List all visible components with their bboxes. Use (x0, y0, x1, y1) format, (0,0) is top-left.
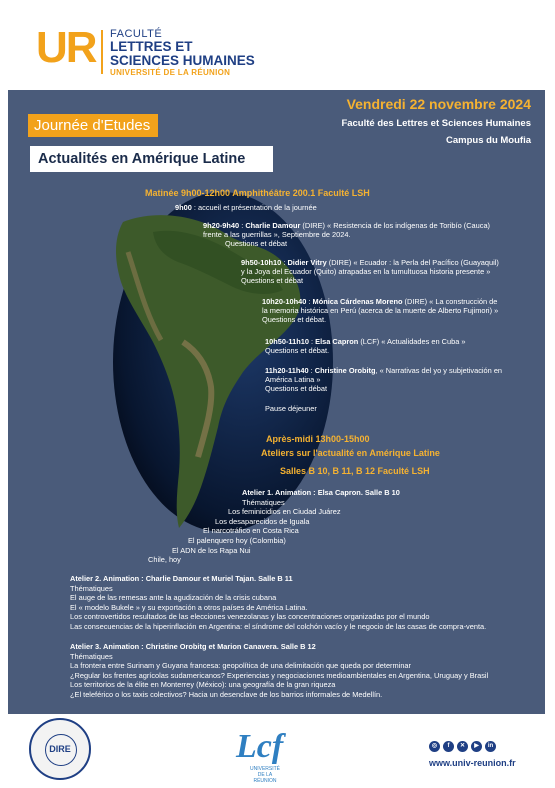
x-icon[interactable]: ✕ (457, 741, 468, 752)
lcf-university: UNIVERSITÉ DE LA RÉUNION (250, 766, 281, 784)
item-speaker: Mónica Cárdenas Moreno (312, 297, 403, 306)
lcf-logo[interactable]: Lcf (236, 728, 284, 765)
website-link[interactable]: www.univ-reunion.fr (429, 758, 516, 768)
event-title: Actualités en Amérique Latine (30, 146, 273, 172)
atelier-title: Atelier 2. Animation : Charlie Damour et Muriel Tajan. Salle B 11 (70, 574, 293, 583)
topic: Los territorios de la élite en Monterrey (México): una geografía de la gran riqueza (70, 680, 336, 690)
item-text-1: (DIRE) « La construcción de (402, 297, 498, 306)
item-text: : accueil et présentation de la journée (191, 203, 317, 212)
event-info (341, 96, 531, 146)
item-questions: Questions et débat. (262, 315, 327, 325)
item-text-1: (DIRE) « Resistencia de los indígenas de Toribío (Cauca) (300, 221, 491, 230)
item-time: 9h00 (175, 203, 192, 212)
event-venue: Faculté des Lettres et Sciences Humaines (341, 118, 531, 129)
item-time: 9h20-9h40 (203, 221, 240, 230)
topic: Los feminicidios en Ciudad Juárez (228, 507, 341, 517)
item-time: 10h50-11h10 (265, 337, 309, 346)
item-questions: Questions et débat (225, 239, 288, 249)
item-text-1: (LCF) « Actualidades en Cuba » (358, 337, 466, 346)
afternoon-rooms: Salles B 10, B 11, B 12 Faculté LSH (280, 466, 430, 476)
event-campus: Campus du Moufia (446, 135, 531, 146)
item-time: 11h20-11h40 (265, 366, 309, 375)
event-type-tag: Journée d'Etudes (28, 114, 158, 137)
linkedin-icon[interactable]: in (485, 741, 496, 752)
topic: El « modelo Bukele » y su exportación a otros países de América Latina. (70, 602, 308, 612)
item-text-2: la memoria histórica en Perú (acerca de la muerte de Alberto Fujimori) » (262, 306, 499, 316)
topic: Los controvertidos resultados de las elecciones venezolanas y las concentraciones organizadas por el mundo (70, 612, 430, 622)
lunch-break: Pause déjeuner (265, 404, 317, 413)
morning-item-cardenas: 10h20-10h40 : Mónica Cárdenas Moreno (DIRE) « La construcción de la memoria histórica en Perú (acerca de la muerte de Alberto Fujimori) » Questions et débat. (262, 297, 499, 325)
atelier-1 (148, 488, 400, 565)
topic: El narcotráfico en Costa Rica (203, 526, 299, 536)
item-questions: Questions et débat. (265, 346, 330, 356)
logo-divider (101, 30, 103, 74)
morning-item-damour: 9h20-9h40 : Charlie Damour (DIRE) « Resistencia de los indígenas de Toribío (Cauca) frente a las guerrillas », Septiembre de 2024. Questions et débat (203, 221, 491, 249)
topic: La frontera entre Surinam y Guyana francesa: geopolítica de una delimitación que queda por determinar (70, 661, 411, 671)
afternoon-heading: Après-midi 13h00-15h00 (266, 434, 370, 444)
faculty-line1: LETTRES ET (110, 39, 193, 54)
atelier-title: Atelier 3. Animation : Christine Orobitg et Marion Canavera. Salle B 12 (70, 642, 316, 651)
atelier-title: Atelier 1. Animation : Elsa Capron. Salle B 10 (242, 488, 400, 497)
topic: Chile, hoy (148, 555, 181, 565)
item-questions: Questions et débat (241, 276, 304, 286)
item-text-1: , « Narrativas del yo y subjetivación en (375, 366, 503, 375)
topic: ¿Regular los frentes agrícolas sudamericanos? Experiencias y negociaciones medioambientales en Argentina, Uruguay y Brasil (70, 670, 489, 680)
item-text-2: América Latina » (265, 375, 321, 385)
item-speaker: Charlie Damour (245, 221, 301, 230)
university-logo[interactable]: UR (36, 23, 96, 72)
topic: El palenquero hoy (Colombia) (188, 535, 286, 545)
topic: ¿El teleférico o los taxis colectivos? Hacia un desenclave de los barrios informales de Medellín. (70, 689, 383, 699)
topic: El auge de las remesas ante la agudización de la crisis cubana (70, 593, 277, 603)
instagram-icon[interactable]: ◎ (429, 741, 440, 752)
item-text-2: frente a las guerrillas », Septiembre de 2024. (203, 230, 351, 240)
atelier-2 (70, 574, 486, 632)
facebook-icon[interactable]: f (443, 741, 454, 752)
item-questions: Questions et débat (265, 384, 328, 394)
morning-item-orobitg: 11h20-11h40 : Christine Orobitg, « Narrativas del yo y subjetivación en América Latina » Questions et débat (265, 366, 503, 394)
university-name: UNIVERSITÉ DE LA RÉUNION (110, 68, 231, 77)
faculty-line2: SCIENCES HUMAINES (110, 53, 255, 68)
item-speaker: Didier Vitry (287, 258, 327, 267)
topics-label: Thématiques (70, 651, 113, 661)
youtube-icon[interactable]: ▶ (471, 741, 482, 752)
dire-seal-logo[interactable] (29, 718, 91, 780)
faculty-label: FACULTÉ (110, 28, 163, 40)
social-links (429, 741, 496, 752)
atelier-3 (70, 642, 488, 700)
topic: El ADN de los Rapa Nui (172, 545, 251, 555)
topics-label: Thématiques (242, 497, 285, 507)
morning-item-welcome (175, 203, 317, 212)
faculty-name (110, 28, 255, 78)
item-text-2: y la Joya del Ecuador (Quito) atrapadas en la tumultuosa historia presente » (241, 267, 491, 277)
topic: Los desaparecidos de Iguala (215, 516, 310, 526)
event-date: Vendredi 22 novembre 2024 (346, 96, 531, 112)
item-time: 9h50-10h10 (241, 258, 282, 267)
item-time: 10h20-10h40 (262, 297, 307, 306)
header (0, 0, 555, 90)
item-speaker: Christine Orobitg (314, 366, 376, 375)
seal-label: DIRE (49, 744, 71, 754)
topic: Las consecuencias de la hiperinflación en Argentina: el síndrome del colchón vacío y le negocio de las casas de compra-venta. (70, 621, 487, 631)
item-text-1: (DIRE) « Ecuador : la Perla del Pacífico (Guayaquil) (326, 258, 499, 267)
topics-label: Thématiques (70, 583, 113, 593)
afternoon-subheading: Ateliers sur l'actualité en Amérique Latine (261, 448, 440, 458)
morning-item-capron: 10h50-11h10 : Elsa Capron (LCF) « Actualidades en Cuba » Questions et débat. (265, 337, 466, 356)
morning-heading: Matinée 9h00-12h00 Amphithéâtre 200.1 Faculté LSH (145, 188, 370, 198)
morning-item-vitry: 9h50-10h10 : Didier Vitry (DIRE) « Ecuador : la Perla del Pacífico (Guayaquil) y la Joya del Ecuador (Quito) atrapadas en la tumultuosa historia presente » Questions et débat (241, 258, 499, 286)
footer (0, 714, 555, 788)
item-speaker: Elsa Capron (315, 337, 359, 346)
